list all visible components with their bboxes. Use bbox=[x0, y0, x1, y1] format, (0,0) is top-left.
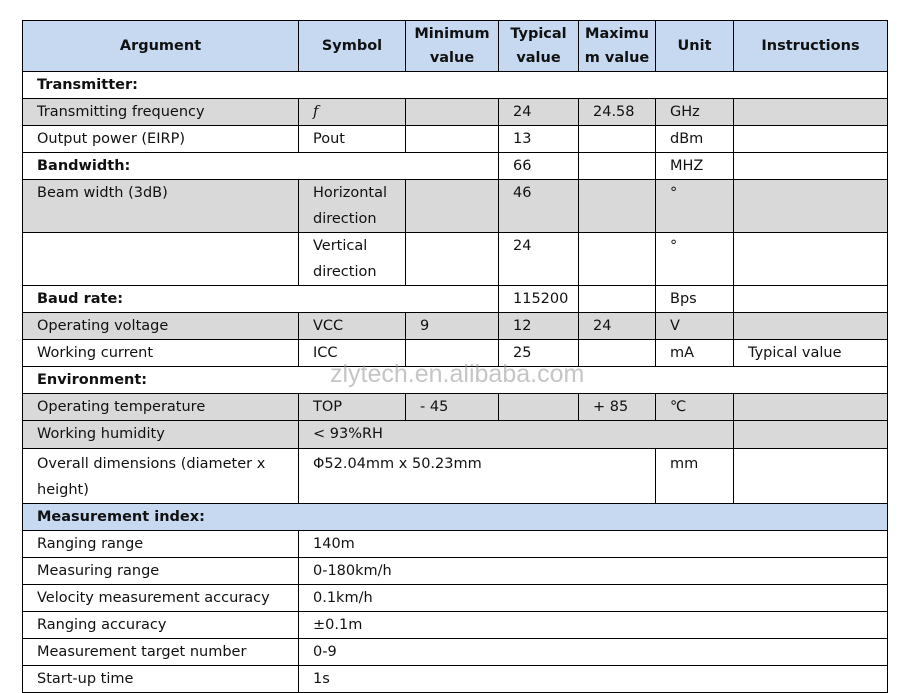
table-row bbox=[23, 394, 888, 421]
sym: Pout bbox=[299, 126, 406, 153]
sym: VCC bbox=[299, 313, 406, 340]
unit: GHz bbox=[656, 99, 734, 126]
table-row bbox=[23, 233, 888, 286]
spec-table bbox=[22, 20, 888, 693]
max bbox=[579, 286, 656, 313]
typ: 12 bbox=[499, 313, 579, 340]
watermark: zlytech.en.alibaba.com bbox=[330, 360, 585, 388]
value: < 93%RH bbox=[299, 421, 734, 449]
table-row bbox=[23, 421, 888, 449]
instr bbox=[734, 126, 888, 153]
table-row bbox=[23, 639, 888, 666]
instr bbox=[734, 394, 888, 421]
table-row bbox=[23, 612, 888, 639]
col-unit: Unit bbox=[656, 21, 734, 72]
min: - 45 bbox=[406, 394, 499, 421]
max bbox=[579, 180, 656, 233]
min bbox=[406, 99, 499, 126]
max: + 85 bbox=[579, 394, 656, 421]
arg: Measuring range bbox=[23, 558, 299, 585]
arg bbox=[23, 233, 299, 286]
unit: V bbox=[656, 313, 734, 340]
max bbox=[579, 340, 656, 367]
arg: Overall dimensions (diameter x height) bbox=[23, 449, 299, 504]
instr bbox=[734, 313, 888, 340]
unit: MHZ bbox=[656, 153, 734, 180]
table-row bbox=[23, 558, 888, 585]
value: ±0.1m bbox=[299, 612, 888, 639]
unit: dBm bbox=[656, 126, 734, 153]
unit: ℃ bbox=[656, 394, 734, 421]
arg: Beam width (3dB) bbox=[23, 180, 299, 233]
min bbox=[406, 233, 499, 286]
min bbox=[406, 340, 499, 367]
instr bbox=[734, 421, 888, 449]
arg: Working humidity bbox=[23, 421, 299, 449]
value: 0.1km/h bbox=[299, 585, 888, 612]
typ: 66 bbox=[499, 153, 579, 180]
min bbox=[406, 126, 499, 153]
table-row bbox=[23, 126, 888, 153]
value: Φ52.04mm x 50.23mm bbox=[299, 449, 656, 504]
instr bbox=[734, 233, 888, 286]
value: 0-9 bbox=[299, 639, 888, 666]
arg: Transmitting frequency bbox=[23, 99, 299, 126]
table-row bbox=[23, 340, 888, 367]
sym: f bbox=[299, 99, 406, 126]
arg: Measurement target number bbox=[23, 639, 299, 666]
max bbox=[579, 153, 656, 180]
section-title: Baud rate: bbox=[23, 286, 499, 313]
arg: Operating voltage bbox=[23, 313, 299, 340]
arg: Start-up time bbox=[23, 666, 299, 693]
min bbox=[406, 180, 499, 233]
instr bbox=[734, 180, 888, 233]
arg: Output power (EIRP) bbox=[23, 126, 299, 153]
typ bbox=[499, 394, 579, 421]
unit: mA bbox=[656, 340, 734, 367]
sym: ICC bbox=[299, 340, 406, 367]
value: 1s bbox=[299, 666, 888, 693]
table-row bbox=[23, 666, 888, 693]
max: 24 bbox=[579, 313, 656, 340]
typ: 24 bbox=[499, 233, 579, 286]
section-bandwidth bbox=[23, 153, 888, 180]
max bbox=[579, 233, 656, 286]
section-environment bbox=[23, 367, 888, 394]
min: 9 bbox=[406, 313, 499, 340]
instr bbox=[734, 286, 888, 313]
unit: Bps bbox=[656, 286, 734, 313]
col-typ: Typical value bbox=[499, 21, 579, 72]
header-row bbox=[23, 21, 888, 72]
typ: 46 bbox=[499, 180, 579, 233]
section-title: Transmitter: bbox=[23, 72, 888, 99]
col-argument: Argument bbox=[23, 21, 299, 72]
table-row bbox=[23, 585, 888, 612]
arg: Ranging accuracy bbox=[23, 612, 299, 639]
max: 24.58 bbox=[579, 99, 656, 126]
unit: ° bbox=[656, 233, 734, 286]
section-baud bbox=[23, 286, 888, 313]
max bbox=[579, 126, 656, 153]
table-row bbox=[23, 99, 888, 126]
instr: Typical value bbox=[734, 340, 888, 367]
table-row bbox=[23, 180, 888, 233]
table-row bbox=[23, 531, 888, 558]
col-symbol: Symbol bbox=[299, 21, 406, 72]
typ: 115200 bbox=[499, 286, 579, 313]
typ: 24 bbox=[499, 99, 579, 126]
instr bbox=[734, 449, 888, 504]
table-row bbox=[23, 313, 888, 340]
col-max: Maximum value bbox=[579, 21, 656, 72]
value: 0-180km/h bbox=[299, 558, 888, 585]
instr bbox=[734, 153, 888, 180]
typ: 25 bbox=[499, 340, 579, 367]
section-title: Measurement index: bbox=[23, 504, 888, 531]
sym: Vertical direction bbox=[299, 233, 406, 286]
section-measurement bbox=[23, 504, 888, 531]
col-min: Minimum value bbox=[406, 21, 499, 72]
value: 140m bbox=[299, 531, 888, 558]
unit: ° bbox=[656, 180, 734, 233]
section-title: Environment: bbox=[23, 367, 888, 394]
instr bbox=[734, 99, 888, 126]
section-title: Bandwidth: bbox=[23, 153, 499, 180]
arg: Working current bbox=[23, 340, 299, 367]
arg: Operating temperature bbox=[23, 394, 299, 421]
sym: TOP bbox=[299, 394, 406, 421]
unit: mm bbox=[656, 449, 734, 504]
col-instructions: Instructions bbox=[734, 21, 888, 72]
arg: Ranging range bbox=[23, 531, 299, 558]
typ: 13 bbox=[499, 126, 579, 153]
table-row bbox=[23, 449, 888, 504]
section-transmitter bbox=[23, 72, 888, 99]
arg: Velocity measurement accuracy bbox=[23, 585, 299, 612]
sym: Horizontal direction bbox=[299, 180, 406, 233]
